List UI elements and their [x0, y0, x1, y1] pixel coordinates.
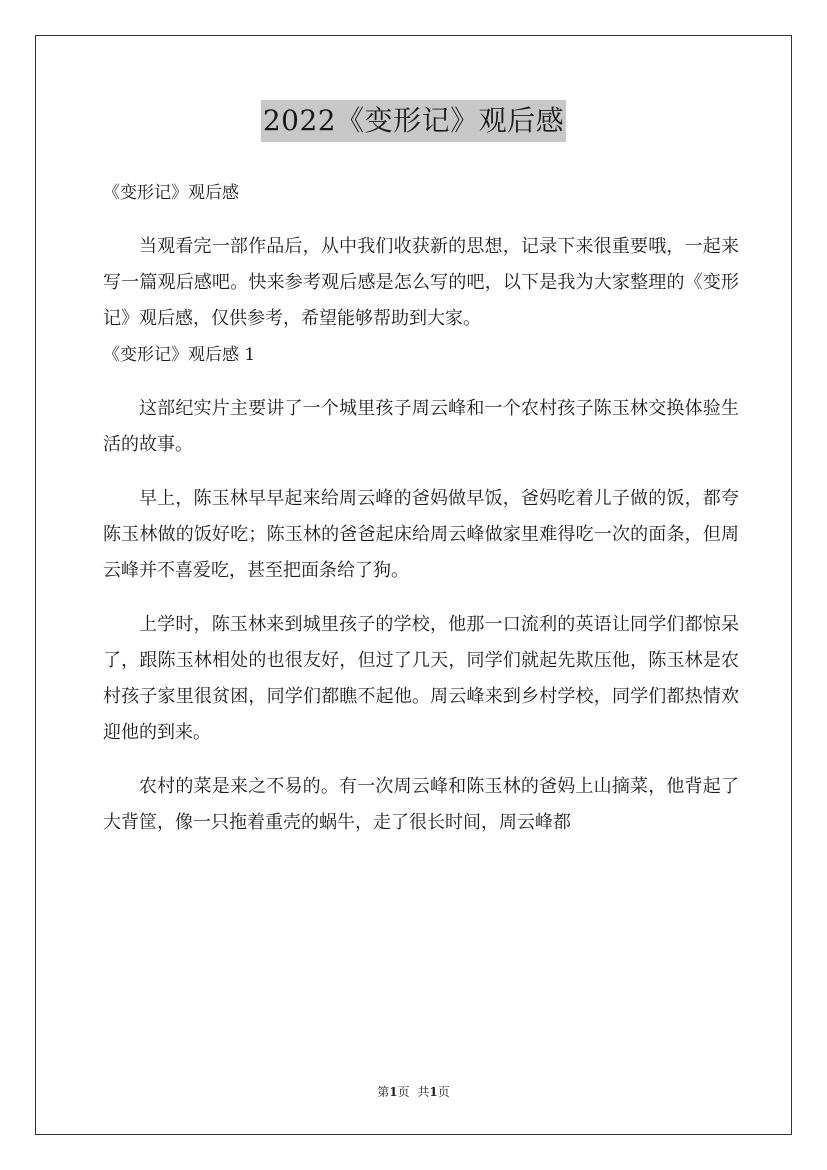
- total-pages: 1: [429, 1085, 438, 1099]
- page-label-prefix: 第: [377, 1085, 390, 1099]
- document-body: [103, 175, 739, 841]
- paragraph: 上学时，陈玉林来到城里孩子的学校，他那一口流利的英语让同学们都惊呆了，跟陈玉林相处的也很友好，但过了几天，同学们就起先欺压他，陈玉林是农村孩子家里很贫困，同学们都瞧不起他。周云峰来到乡村学校，同学们都热情欢迎他的到来。: [103, 614, 739, 743]
- paragraph: 当观看完一部作品后，从中我们收获新的思想，记录下来很重要哦，一起来写一篇观后感吧。快来参考观后感是怎么写的吧，以下是我为大家整理的《变形记》观后感，仅供参考，希望能够帮助到大家。: [103, 236, 739, 329]
- section-heading: 《变形记》观后感: [103, 183, 239, 203]
- page-number: 1: [389, 1085, 398, 1099]
- document-title: 2022《变形记》观后感: [261, 100, 566, 142]
- paragraph: 早上，陈玉林早早起来给周云峰的爸妈做早饭，爸妈吃着儿子做的饭，都夸陈玉林做的饭好吃；陈玉林的爸爸起床给周云峰做家里难得吃一次的面条，但周云峰并不喜爱吃，甚至把面条给了狗。: [103, 488, 739, 581]
- total-label-prefix: 共: [417, 1085, 430, 1099]
- total-label-suffix: 页: [437, 1085, 450, 1099]
- title-wrap: [0, 100, 827, 142]
- page-footer: [0, 1083, 827, 1101]
- paragraph: 这部纪实片主要讲了一个城里孩子周云峰和一个农村孩子陈玉林交换体验生活的故事。: [103, 398, 739, 455]
- section-heading: 《变形记》观后感 1: [103, 345, 256, 365]
- page-label-suffix: 页: [397, 1085, 410, 1099]
- paragraph: 农村的菜是来之不易的。有一次周云峰和陈玉林的爸妈上山摘菜，他背起了大背筐，像一只拖着重壳的蜗牛，走了很长时间，周云峰都: [103, 776, 739, 833]
